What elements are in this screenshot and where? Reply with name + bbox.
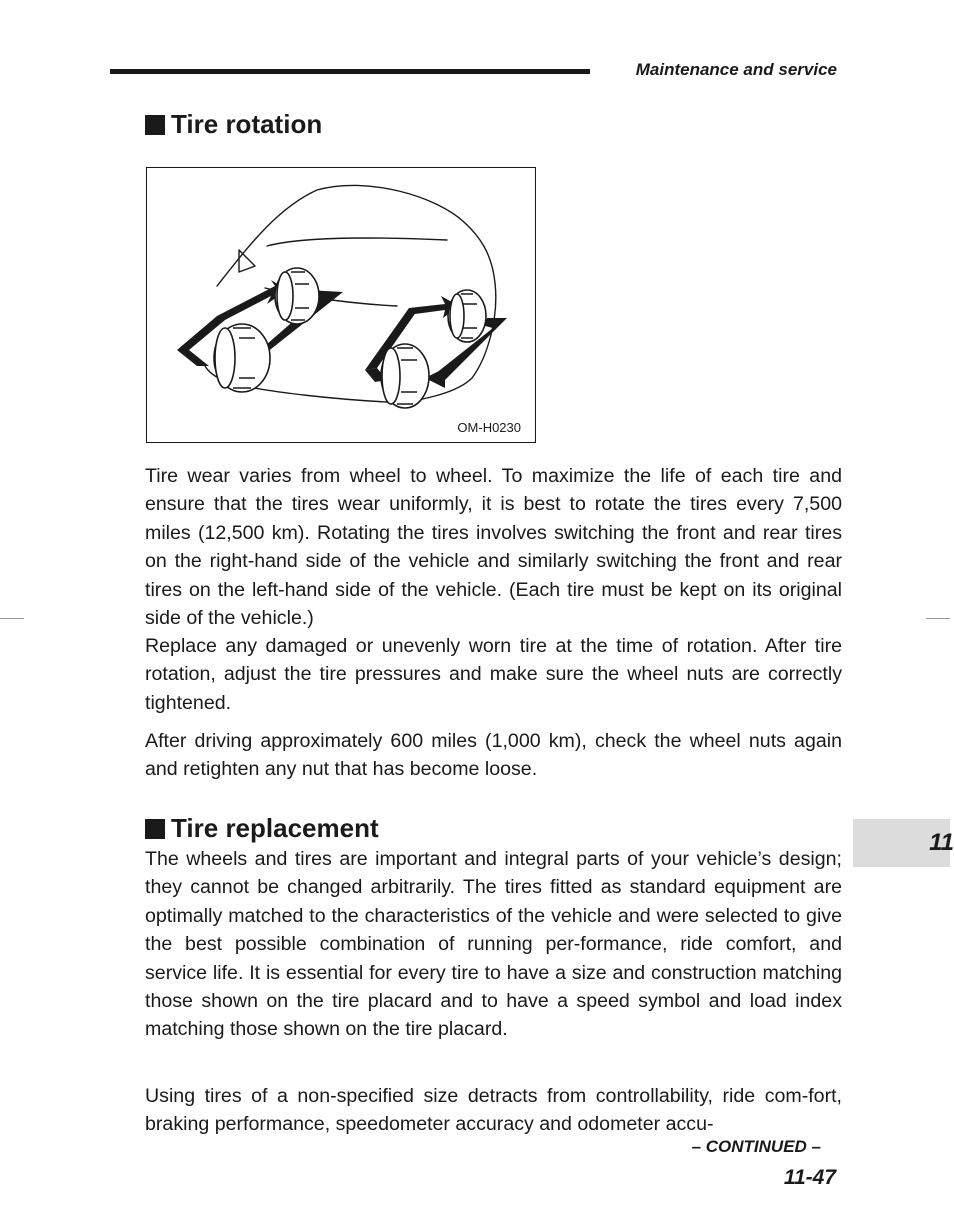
page-number: 11-47 [783,1166,836,1189]
section-heading-tire-replacement [145,813,379,844]
section-heading-text: Tire rotation [171,109,323,139]
tire-front-left [214,324,270,392]
section-heading-tire-rotation [145,109,322,140]
crop-mark-left [0,618,24,619]
paragraph-tire-wear: Tire wear varies from wheel to wheel. To maximize the life of each tire and ensure that the tires wear uniformly, it is best to rotate the tires every 7,500 miles (12,500 km). Rotating the tires involves switching the front and rear tires on the right-hand side of the vehicle and similarly switching the front and rear tires on the left-hand side of the vehicle. (Each tire must be kept on its original side of the vehicle.) [145,465,842,630]
running-head: Maintenance and service [635,60,837,79]
car-roof-line [267,238,447,246]
tire-rotation-diagram [147,168,535,442]
tire-rear-left [275,268,319,324]
tire-rear-right [448,290,486,342]
paragraph-check-wheel-nuts: After driving approximately 600 miles (1,000 km), check the wheel nuts again and retighten any nut that has become loose. [145,730,842,781]
car-mirror [239,250,255,272]
tires [214,268,486,408]
paragraph-replace-damaged: Replace any damaged or unevenly worn tire at the time of rotation. After tire rotation, adjust the tire pressures and make sure the wheel nuts are correctly tightened. [145,635,842,714]
continued-marker: – CONTINUED – [691,1137,821,1156]
paragraph-non-specified-size: Using tires of a non-specified size detracts from controllability, ride com-fort, braking performance, speedometer accuracy and odometer accu- [145,1085,842,1136]
tire-front-right [381,344,429,408]
paragraph-wheels-and-tires: The wheels and tires are important and integral parts of your vehicle’s design; they cannot be changed arbitrarily. The tires fitted as standard equipment are optimally matched to the characteristics of the vehicle and were selected to give the best possible combination of running per-formance, ride comfort, and service life. It is essential for every tire to have a size and construction matching those shown on the tire placard and to have a speed symbol and load index matching those shown on the tire placard. [145,848,842,1041]
figure-code: OM-H0230 [457,420,521,435]
square-bullet-icon [145,115,165,135]
tire-rotation-figure [146,167,536,443]
chapter-tab-label: 11 [929,829,954,856]
chapter-side-tab [853,819,954,867]
section-heading-text: Tire replacement [171,813,379,843]
crop-mark-right [926,618,950,619]
square-bullet-icon [145,819,165,839]
header-rule [110,69,590,74]
